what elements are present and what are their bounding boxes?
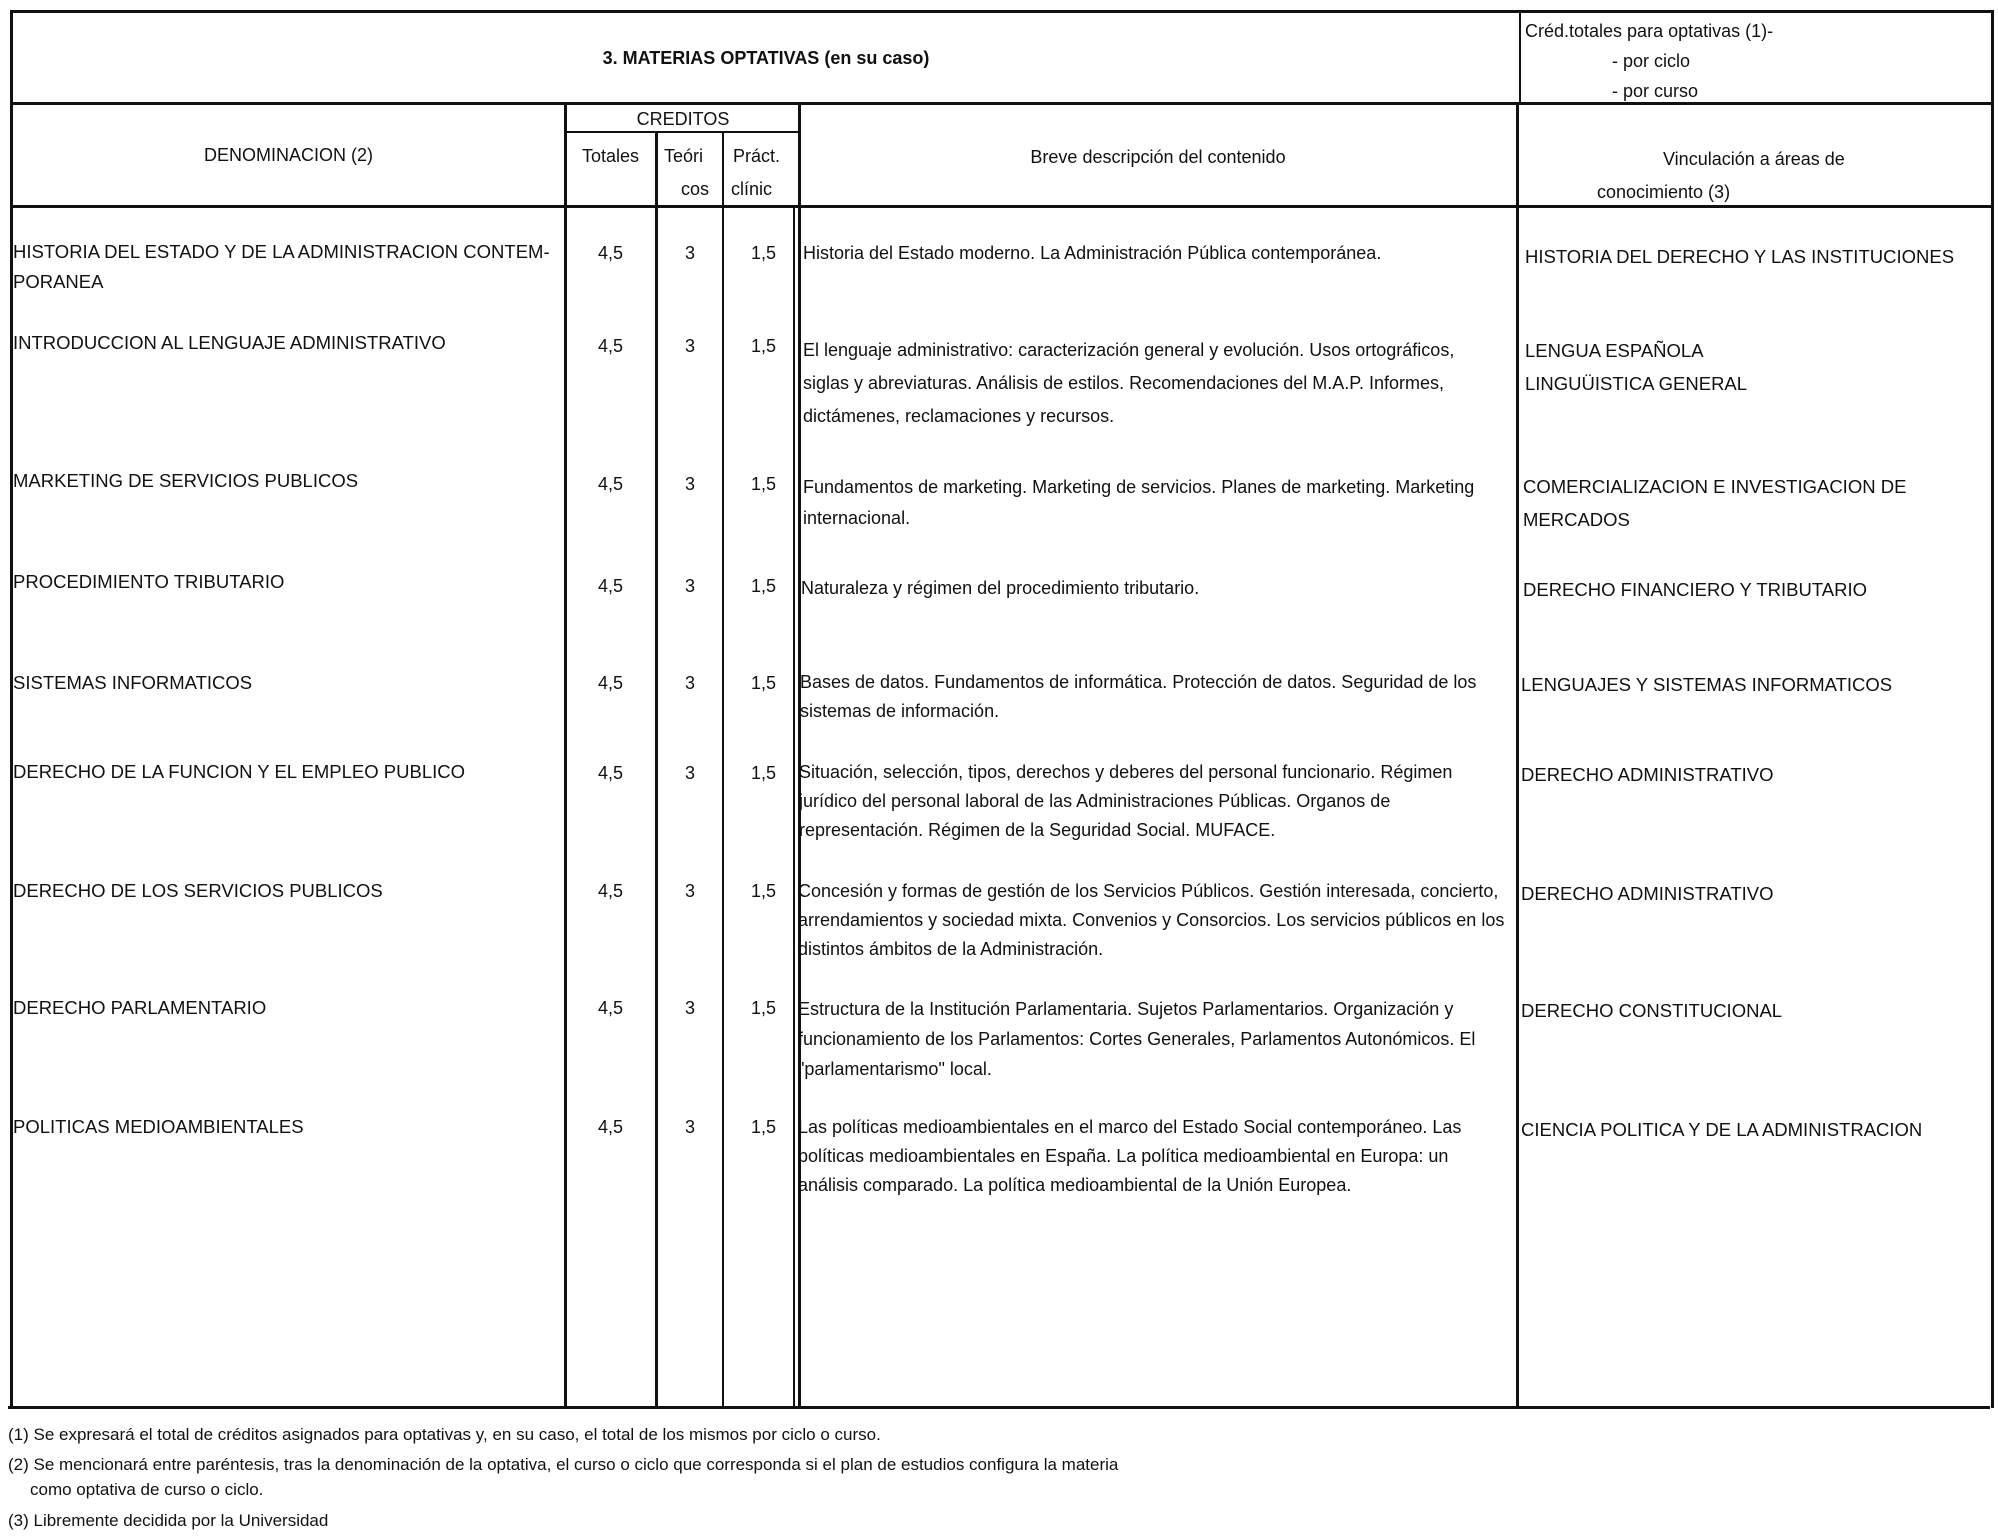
row-descripcion: Naturaleza y régimen del procedimiento tributario.: [801, 578, 1200, 598]
table-border-top: [12, 10, 1994, 13]
row-practicos: 1,5: [750, 763, 776, 783]
row-practicos: 1,5: [750, 576, 776, 596]
row-totales: 4,5: [597, 336, 624, 356]
row-name: DERECHO DE LA FUNCION Y EL EMPLEO PUBLICO: [13, 761, 466, 782]
col-header-denominacion: DENOMINACION (2): [203, 145, 373, 165]
col-header-descripcion: Breve descripción del contenido: [1030, 147, 1286, 167]
col-header-vinculacion-2: conocimiento (3): [1597, 182, 1731, 202]
col-header-teoricos-1: Teóri: [664, 146, 704, 166]
footnote-1: (1) Se expresará el total de créditos asignados para optativas y, en su caso, el total de los mismos por ciclo o curso.: [8, 1425, 881, 1444]
row-name: HISTORIA DEL ESTADO Y DE LA ADMINISTRACION CONTEM-PORANEA: [13, 241, 550, 292]
row-descripcion: Historia del Estado moderno. La Administración Pública contemporánea.: [803, 243, 1382, 263]
col-divider-vinculacion: [1516, 105, 1519, 1407]
row-area: LENGUAJES Y SISTEMAS INFORMATICOS: [1521, 674, 1893, 695]
col-divider-descripcion-inner: [793, 205, 795, 1407]
col-divider-descripcion: [798, 105, 801, 1407]
row-totales: 4,5: [597, 763, 624, 783]
row-name: PROCEDIMIENTO TRIBUTARIO: [13, 571, 285, 592]
row-teoricos: 3: [684, 763, 695, 783]
row-totales: 4,5: [597, 576, 624, 596]
row-practicos: 1,5: [750, 998, 776, 1018]
col-header-practicos-1: Práct.: [733, 146, 781, 166]
row-teoricos: 3: [684, 998, 695, 1018]
row-practicos: 1,5: [750, 336, 776, 356]
credits-box-line3: - por curso: [1612, 81, 1699, 101]
col-header-totales: Totales: [581, 146, 640, 166]
col-header-teoricos-2: cos: [681, 179, 710, 199]
row-name: DERECHO PARLAMENTARIO: [13, 997, 267, 1018]
row-practicos: 1,5: [750, 1117, 776, 1137]
row-teoricos: 3: [684, 881, 695, 901]
page-title: 3. MATERIAS OPTATIVAS (en su caso): [602, 48, 930, 68]
row-area: DERECHO FINANCIERO Y TRIBUTARIO: [1523, 579, 1868, 600]
row-teoricos: 3: [684, 243, 695, 263]
row-area: DERECHO ADMINISTRATIVO: [1521, 764, 1774, 785]
row-descripcion: Bases de datos. Fundamentos de informática. Protección de datos. Seguridad de los sistemas de información.: [800, 672, 1477, 721]
credits-box-line2: - por ciclo: [1612, 51, 1691, 71]
row-area: CIENCIA POLITICA Y DE LA ADMINISTRACION: [1521, 1119, 1923, 1140]
footnote-2-continuation: como optativa de curso o ciclo.: [30, 1480, 264, 1499]
row-teoricos: 3: [684, 1117, 695, 1137]
title-bottom-rule: [12, 102, 1994, 105]
row-teoricos: 3: [684, 576, 695, 596]
col-header-practicos-2: clínic: [731, 179, 773, 199]
row-totales: 4,5: [597, 1117, 624, 1137]
row-practicos: 1,5: [750, 881, 776, 901]
row-descripcion: Situación, selección, tipos, derechos y deberes del personal funcionario. Régimen jurídico del personal laboral de las Administraciones Públicas. Organos de representación. Régimen de la Seguridad Social. MUFACE.: [799, 762, 1453, 840]
table-border-right: [1991, 10, 1994, 1408]
footnote-3: (3) Libremente decidida por la Universidad: [8, 1511, 329, 1530]
row-totales: 4,5: [597, 243, 624, 263]
row-name: POLITICAS MEDIOAMBIENTALES: [13, 1116, 304, 1137]
row-practicos: 1,5: [750, 673, 776, 693]
col-divider-totales: [564, 105, 567, 1407]
row-area: DERECHO ADMINISTRATIVO: [1521, 883, 1774, 904]
footnote-2: (2) Se mencionará entre paréntesis, tras la denominación de la optativa, el curso o ciclo que corresponda si el plan de estudios configura la materia: [8, 1455, 1119, 1474]
row-teoricos: 3: [684, 336, 695, 356]
col-header-creditos: CREDITOS: [636, 109, 730, 129]
row-descripcion: Fundamentos de marketing. Marketing de servicios. Planes de marketing. Marketing internacional.: [803, 477, 1475, 528]
credits-box-line1: Créd.totales para optativas (1)-: [1525, 21, 1774, 41]
row-totales: 4,5: [597, 474, 624, 494]
row-name: INTRODUCCION AL LENGUAJE ADMINISTRATIVO: [13, 332, 446, 353]
row-area: COMERCIALIZACION E INVESTIGACION DE MERCADOS: [1523, 476, 1907, 530]
row-totales: 4,5: [597, 998, 624, 1018]
row-descripcion: Estructura de la Institución Parlamentaria. Sujetos Parlamentarios. Organización y funcionamiento de los Parlamentos: Cortes Generales, Parlamentos Autonómicos. El "parlamentarismo" local.: [798, 999, 1476, 1079]
row-totales: 4,5: [597, 673, 624, 693]
row-practicos: 1,5: [750, 474, 776, 494]
row-name: MARKETING DE SERVICIOS PUBLICOS: [13, 470, 359, 491]
col-header-vinculacion-1: Vinculación a áreas de: [1663, 149, 1845, 169]
row-teoricos: 3: [684, 474, 695, 494]
row-practicos: 1,5: [750, 243, 776, 263]
row-name: DERECHO DE LOS SERVICIOS PUBLICOS: [13, 880, 383, 901]
credits-box-divider: [1519, 10, 1521, 105]
row-name: SISTEMAS INFORMATICOS: [13, 672, 253, 693]
row-area: LENGUA ESPAÑOLA LINGUÜISTICA GENERAL: [1525, 340, 1748, 394]
row-descripcion: El lenguaje administrativo: caracterización general y evolución. Usos ortográficos, siglas y abreviaturas. Análisis de estilos. Recomendaciones del M.A.P. Informes, dictámenes, reclamaciones y recursos.: [803, 340, 1455, 426]
row-area: HISTORIA DEL DERECHO Y LAS INSTITUCIONES: [1525, 246, 1955, 267]
row-teoricos: 3: [684, 673, 695, 693]
table-border-bottom: [8, 1406, 1990, 1409]
row-totales: 4,5: [597, 881, 624, 901]
row-descripcion: Las políticas medioambientales en el marco del Estado Social contemporáneo. Las políticas medioambientales en España. La política medioambiental en Europa: un análisis comparado. La política medioambiental de la Unión Europea.: [798, 1117, 1462, 1195]
row-descripcion: Concesión y formas de gestión de los Servicios Públicos. Gestión interesada, concierto, arrendamientos y sociedad mixta. Convenios y Consorcios. Los servicios públicos en los distintos ámbitos de la Administración.: [798, 881, 1505, 959]
table-border-left: [10, 10, 13, 1408]
creditos-rule: [566, 131, 800, 133]
header-bottom-rule: [12, 205, 1994, 208]
row-area: DERECHO CONSTITUCIONAL: [1521, 1000, 1783, 1021]
